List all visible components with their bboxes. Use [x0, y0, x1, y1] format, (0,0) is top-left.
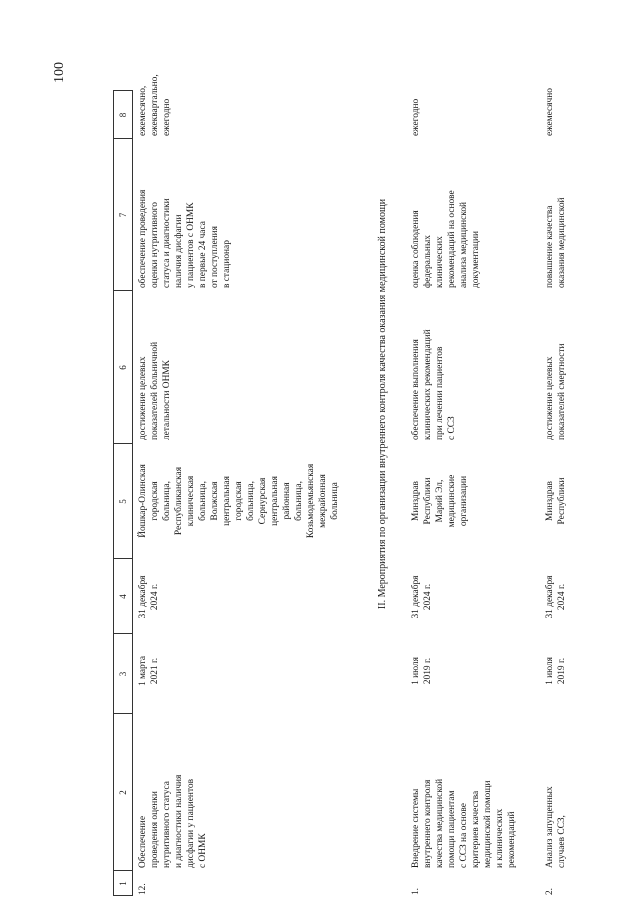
col-header-2: 2 [118, 790, 128, 795]
row12-action: Обеспечение проведения оценки нутритивного статуса и диагностики наличия дисфагии у пациентов с ОНМК [138, 774, 208, 868]
col-header-5: 5 [118, 499, 128, 504]
col-header-1: 1 [118, 881, 128, 886]
s2-row1-frequency: ежегодно [411, 98, 421, 136]
col-header-6: 6 [118, 365, 128, 370]
s2-row2-end-date: 31 декабря 2024 г. [545, 575, 567, 619]
col-header-7: 7 [118, 212, 128, 218]
s2-row2-indicator: повышение качества оказания медицинской [545, 197, 567, 288]
s2-row2-number: 2. [545, 887, 555, 895]
col-header-3: 3 [118, 671, 128, 677]
row12-start-date: 1 марта 2021 г. [138, 656, 160, 686]
s2-row1-number: 1. [411, 887, 421, 895]
s2-row2-action: Анализ запущенных случаев ССЗ, [545, 786, 567, 868]
s2-row1-responsible: Минздрав Республики Марий Эл, медицинские организации [411, 474, 469, 528]
row12-responsible: Йошкар-Олинская городская больница, Республиканская клиническая больница, Волжская центральная городская больница, Сернурская центральная районная больница, Козьмодемьянская межрайонная больница [138, 463, 340, 539]
section-title: II. Мероприятия по организации внутреннего контроля качества оказания медицинской помощи [377, 198, 388, 610]
page-number: 100 [52, 62, 67, 83]
s2-row1-indicator: оценка соблюдения федеральных клинических рекомендаций на основе анализа медицинской документации [411, 190, 481, 288]
row12-number: 12. [138, 883, 148, 895]
row12-result: достижение целевых показателей больничной летальности ОНМК [138, 341, 172, 440]
row12-end-date: 31 декабря 2024 г. [138, 575, 160, 619]
s2-row2-responsible: Минздрав Республики [545, 477, 567, 525]
s2-row2-frequency: ежемесячно [545, 88, 555, 136]
col-header-8: 8 [118, 112, 128, 118]
col-header-4: 4 [118, 594, 128, 599]
s2-row1-start-date: 1 июля 2019 г. [411, 657, 433, 685]
s2-row1-result: обеспечение выполнения клинических рекомендаций при лечении пациентов с ССЗ [411, 329, 457, 440]
s2-row2-start-date: 1 июля 2019 г. [545, 657, 567, 685]
s2-row2-result: достижение целевых показателей смертности [545, 343, 567, 440]
row12-frequency: ежемесячно, ежеквартально, ежегодно [138, 74, 172, 136]
s2-row1-action: Внедрение системы внутреннего контроля качества медицинской помощи пациентам с ССЗ на основе критериев качества медицинской помощи и клинических рекомендаций [411, 778, 517, 868]
s2-row1-end-date: 31 декабря 2024 г. [411, 575, 433, 619]
row12-indicator: обеспечение проведения оценки нутритивного статуса и диагностики наличия дисфагии у пациентов с ОНМК в первые 24 часа от поступления в стационар [138, 189, 232, 288]
